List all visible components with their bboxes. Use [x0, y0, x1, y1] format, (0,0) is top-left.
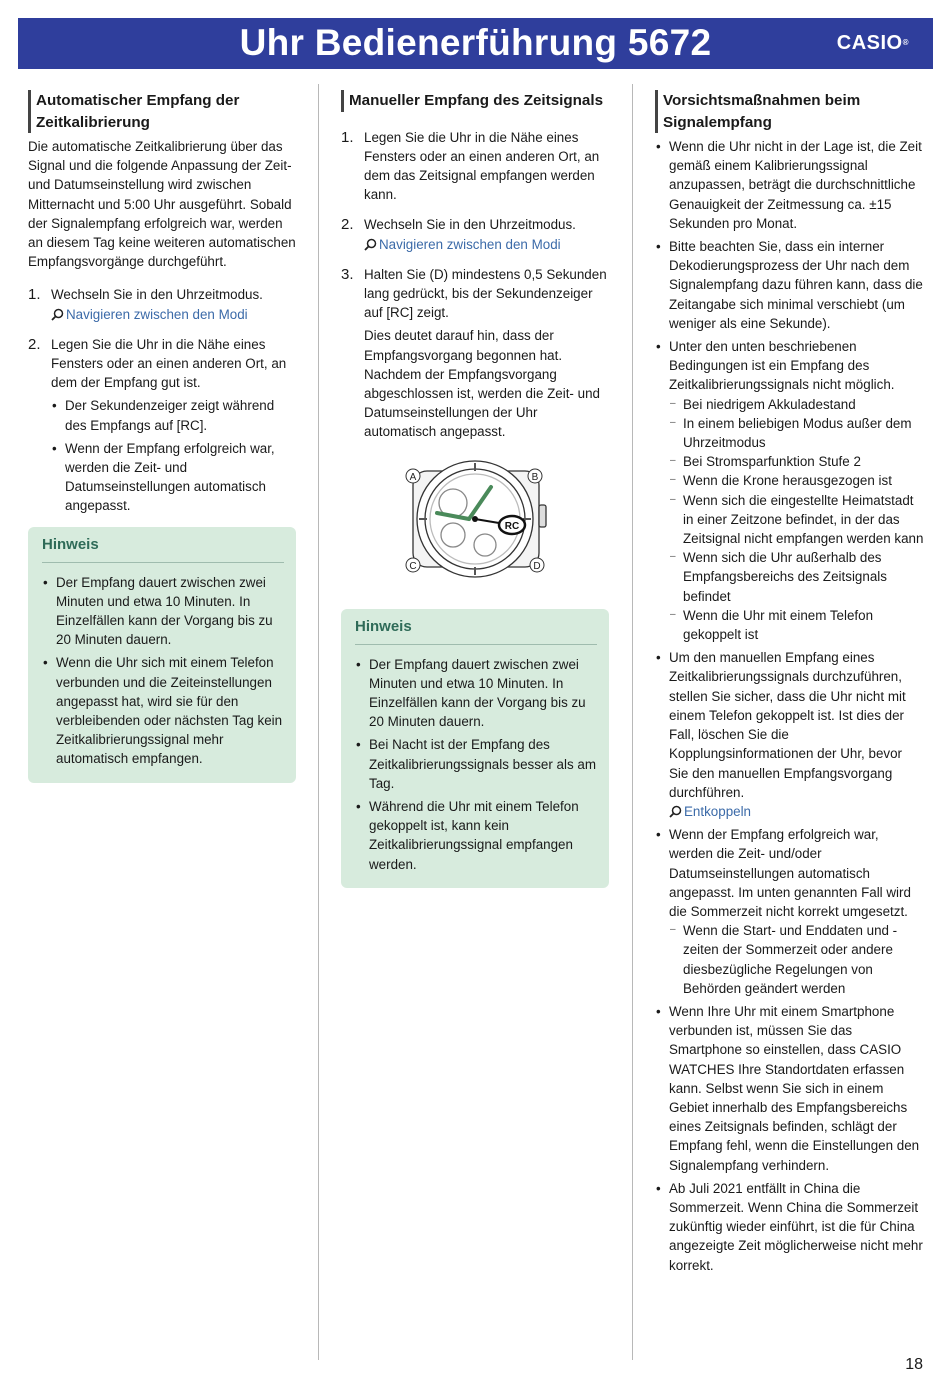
step-number: 2. — [341, 216, 354, 234]
condition-item: – Wenn sich die Uhr außerhalb des Empfangsbereichs des Zeitsignals befindet — [669, 548, 925, 606]
step-text: Halten Sie (D) mindestens 0,5 Sekunden lang gedrückt, bis der Sekundenzeiger auf [RC] zeigt. — [364, 266, 607, 321]
condition-item: – Wenn die Start- und Enddaten und -zeiten der Sommerzeit oder andere diesbezügliche Regelungen von Behörden geändert werden — [669, 921, 925, 998]
step-item — [28, 335, 296, 516]
list-item: • Bitte beachten Sie, dass ein interner Dekodierungsprozess der Uhr nach dem Signalempfang dazu führen kann, dass die Zeitangabe sich minimal verschiebt (um weniger als eine Sekunde). — [655, 237, 925, 333]
condition-list — [669, 395, 925, 645]
section-heading: Automatischer Empfang der Zeitkalibrierung — [28, 90, 296, 133]
condition-item: – Wenn die Uhr mit einem Telefon gekoppelt ist — [669, 606, 925, 644]
list-item: • Wenn die Uhr nicht in der Lage ist, die Zeit gemäß einem Kalibrierungssignal anzupassen, beträgt die durchschnittliche Genauigkeit der Zeitmessung ca. ±15 Sekunden pro Monat. — [655, 137, 925, 233]
page-title: Uhr Bedienerführung 5672 — [239, 22, 712, 63]
magnifier-icon — [364, 238, 377, 251]
step-item — [341, 215, 609, 253]
note-title: Hinweis — [42, 535, 284, 563]
page-header — [18, 18, 933, 69]
link-unpair[interactable]: Entkoppeln — [669, 802, 925, 821]
list-item: • Der Empfang dauert zwischen zwei Minuten und etwa 10 Minuten. In Einzelfällen kann der Vorgang bis zu 20 Minuten dauern. — [42, 573, 284, 650]
condition-list — [669, 921, 925, 998]
condition-item: – Bei niedrigem Akkuladestand — [669, 395, 925, 414]
list-item: • Der Empfang dauert zwischen zwei Minuten und etwa 10 Minuten. In Einzelfällen kann der Vorgang bis zu 20 Minuten dauern. — [355, 655, 597, 732]
note-title: Hinweis — [355, 617, 597, 645]
page-number: 18 — [905, 1356, 923, 1373]
step-item — [341, 265, 609, 442]
step-text: Legen Sie die Uhr in die Nähe eines Fensters oder an einen anderen Ort, an dem das Zeitsignal empfangen werden kann. — [364, 129, 600, 203]
list-item: • Der Sekundenzeiger zeigt während des Empfangs auf [RC]. — [51, 396, 296, 434]
button-a-label: A — [409, 471, 417, 483]
watch-illustration — [341, 453, 609, 583]
list-item: • Bei Nacht ist der Empfang des Zeitkalibrierungssignals besser als am Tag. — [355, 735, 597, 793]
button-d-label: D — [533, 560, 541, 572]
link-navigate-modes[interactable]: Navigieren zwischen den Modi — [364, 235, 609, 254]
step-detail: Dies deutet darauf hin, dass der Empfangsvorgang begonnen hat. Nachdem der Empfangsvorgang abgeschlossen ist, werden die Zeit- und Datumseinstellungen der Uhr automatisch angepasst. — [364, 328, 600, 440]
magnifier-icon — [669, 805, 682, 818]
step-text: Wechseln Sie in den Uhrzeitmodus. — [51, 287, 263, 303]
column-automatic-reception — [28, 90, 296, 783]
step-list — [28, 285, 296, 515]
list-item: • Ab Juli 2021 entfällt in China die Sommerzeit. Wenn China die Sommerzeit zukünftig wieder einführt, ist die für China angezeigte Zeit möglicherweise nicht mehr korrekt. — [655, 1179, 925, 1275]
list-item: • Wenn Ihre Uhr mit einem Smartphone verbunden ist, müssen Sie das Smartphone so einstellen, dass CASIO WATCHES Ihre Standortdaten erfassen kann. Selbst wenn Sie sich in einem Gebiet innerhalb des Empfangsbereichs eines Zeitsignals befinden, schlägt der Empfang fehl, wenn die Einstellungen den Signalempfang verhindern. — [655, 1002, 925, 1175]
step-number: 2. — [28, 335, 41, 353]
note-box — [28, 527, 296, 783]
list-item: • Wenn der Empfang erfolgreich war, werden die Zeit- und/oder Datumseinstellungen automatisch angepasst. Im unten genannten Fall wird die Sommerzeit nicht korrekt umgesetzt. – Wenn die Start- und Enddaten und -zeiten der Sommerzeit oder andere diesbezügliche Regelungen von Behörden geändert werden — [655, 825, 925, 998]
condition-item: – In einem beliebigen Modus außer dem Uhrzeitmodus — [669, 414, 925, 452]
step-number: 3. — [341, 265, 354, 283]
casio-logo: CASIO® — [836, 32, 909, 54]
step-number: 1. — [28, 286, 41, 304]
link-navigate-modes[interactable]: Navigieren zwischen den Modi — [51, 305, 296, 324]
note-box — [341, 609, 609, 888]
list-item: • Um den manuellen Empfang eines Zeitkalibrierungssignals durchzuführen, stellen Sie sicher, dass die Uhr nicht mit einem Telefon gekoppelt ist. Ist dies der Fall, löschen Sie die Kopplungsinformationen der Uhr, bevor Sie den manuellen Empfangsvorgang durchführen. Entkoppeln — [655, 648, 925, 821]
step-text: Legen Sie die Uhr in die Nähe eines Fensters oder an einen anderen Ort, an dem der Empfang gut ist. — [51, 336, 287, 391]
step-number: 1. — [341, 128, 354, 146]
list-item: • Wenn die Uhr sich mit einem Telefon verbunden und die Zeiteinstellungen angepasst hat, wird sie für den verbleibenden oder nächsten Tag kein Zeitkalibrierungssignal mehr automatisch empfangen. — [42, 653, 284, 768]
column-divider — [318, 84, 319, 1360]
step-text: Wechseln Sie in den Uhrzeitmodus. — [364, 217, 576, 233]
precaution-list — [655, 137, 925, 1275]
button-b-label: B — [531, 471, 539, 483]
step-item — [28, 285, 296, 323]
column-precautions — [655, 90, 925, 1279]
list-item: • Unter den unten beschriebenen Bedingungen ist ein Empfang des Zeitkalibrierungssignals nicht möglich. – Bei niedrigem Akkuladestand – In einem beliebigen Modus außer dem Uhrzeitmodus – Bei Stromsparfunktion Stufe 2 – Wenn die Krone herausgezogen ist – Wenn sich die eingestellte Heimatstadt in einer Zeitzone befindet, in der das Zeitsignal nicht empfangen werden kann – Wenn sich die Uhr außerhalb des Empfangsbereichs des Zeitsignals befindet – Wenn die Uhr mit einem Telefon gekoppelt ist — [655, 337, 925, 644]
note-list — [355, 655, 597, 874]
section-heading: Manueller Empfang des Zeitsignals — [341, 90, 609, 112]
note-list — [42, 573, 284, 769]
button-c-label: C — [409, 560, 417, 572]
list-item: • Während die Uhr mit einem Telefon gekoppelt ist, kann kein Zeitkalibrierungssignal empfangen werden. — [355, 797, 597, 874]
column-divider — [632, 84, 633, 1360]
intro-paragraph: Die automatische Zeitkalibrierung über das Signal und die folgende Anpassung der Zeit- und Datumseinstellung wird zwischen Mitternacht und 5:00 Uhr ausgeführt. Sobald der Signalempfang erfolgreich war, werden an diesem Tag keine weiteren automatischen Empfangsvorgänge durchgeführt. — [28, 139, 296, 270]
column-manual-reception — [341, 90, 609, 888]
condition-item: – Wenn sich die eingestellte Heimatstadt in einer Zeitzone befindet, in der das Zeitsignal nicht empfangen werden kann — [669, 491, 925, 549]
step-bullets — [51, 396, 296, 515]
rc-label: RC — [504, 520, 520, 532]
list-item: • Wenn der Empfang erfolgreich war, werden die Zeit- und Datumseinstellungen automatisch angepasst. — [51, 439, 296, 516]
step-item — [341, 128, 609, 205]
condition-item: – Wenn die Krone herausgezogen ist — [669, 471, 925, 490]
step-list — [341, 128, 609, 442]
section-heading: Vorsichtsmaßnahmen beim Signalempfang — [655, 90, 925, 133]
magnifier-icon — [51, 308, 64, 321]
condition-item: – Bei Stromsparfunktion Stufe 2 — [669, 452, 925, 471]
